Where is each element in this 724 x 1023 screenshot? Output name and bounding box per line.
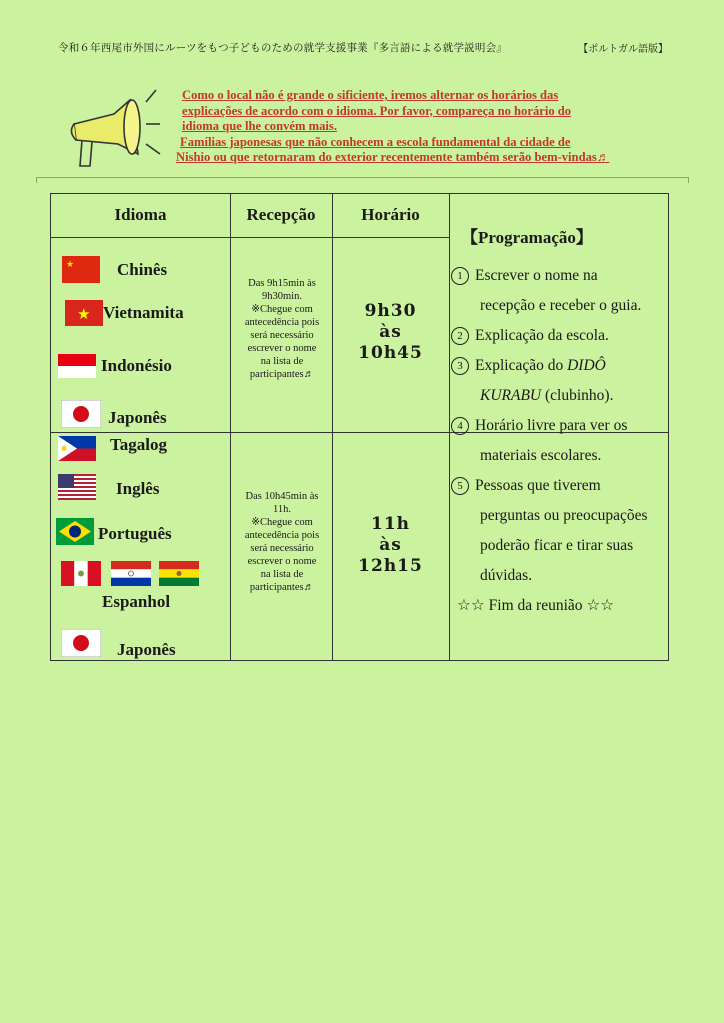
program-text: DIDÔ <box>567 357 606 374</box>
program-text: KURABU <box>480 387 542 404</box>
flag-vietnam-icon <box>65 300 103 326</box>
column-header-reception: Recepção <box>246 205 316 224</box>
reception-line: escrever o nome <box>247 556 317 567</box>
language-label: Indonésio <box>101 356 172 375</box>
reception-line: ※Chegue com <box>251 304 313 315</box>
reception-line: 11h. <box>273 504 291 515</box>
flag-japan-icon <box>61 629 101 657</box>
divider <box>36 177 37 183</box>
language-version-label: 【ポルトガル語版】 <box>578 44 668 55</box>
svg-text:★: ★ <box>66 260 75 270</box>
reception-line: na lista de <box>260 569 304 580</box>
number-badge: 4 <box>451 417 469 435</box>
program-text: perguntas ou preocupações <box>480 507 648 524</box>
reception-line: ※Chegue com <box>251 517 313 528</box>
language-label: Vietnamita <box>103 303 184 322</box>
time-line: 9h30 <box>364 301 417 321</box>
flag-paraguay-icon <box>111 561 151 586</box>
program-text: poderão ficar e tirar suas <box>480 537 634 554</box>
reception-line: será necessário <box>250 543 314 554</box>
notice-line: explicações de acordo com o idioma. Por favor, compareça no horário do <box>182 103 572 118</box>
reception-line: Das 10h45min às <box>245 491 319 502</box>
program-text: materiais escolares. <box>480 447 602 464</box>
notice-line: Famílias japonesas que não conhecem a escola fundamental da cidade de <box>180 134 571 149</box>
program-text: dúvidas. <box>480 567 533 584</box>
program-text: Horário livre para ver os <box>475 417 628 434</box>
divider <box>36 177 688 178</box>
table-divider <box>449 194 450 660</box>
reception-line: antecedência pois <box>244 317 320 328</box>
time-line: às <box>379 535 402 555</box>
table-divider <box>230 194 231 660</box>
reception-line: na lista de <box>260 356 304 367</box>
number-badge: 1 <box>451 267 469 285</box>
divider <box>688 177 689 183</box>
reception-info <box>232 277 332 381</box>
language-label: Português <box>98 524 172 543</box>
language-label: Tagalog <box>110 435 168 454</box>
language-label: Chinês <box>117 260 168 279</box>
program-item <box>451 321 661 351</box>
program-text: Escrever o nome na <box>475 267 598 284</box>
notice-line: Como o local não é grande o sificiente, iremos alternar os horários das <box>182 88 559 102</box>
reception-line: escrever o nome <box>247 343 317 354</box>
time-line: às <box>379 322 402 342</box>
flag-peru-icon <box>61 561 101 586</box>
program-text <box>451 381 661 411</box>
column-header-language: Idioma <box>114 205 167 224</box>
column-header-time: Horário <box>361 205 420 224</box>
program-text: Explicação do <box>475 357 568 374</box>
program-item <box>451 471 661 591</box>
number-badge: 2 <box>451 327 469 345</box>
notice-line: idioma que lhe convém mais. <box>182 119 337 133</box>
time-line: 10h45 <box>358 343 423 363</box>
flag-japan-icon <box>61 400 101 428</box>
megaphone-icon <box>60 84 170 174</box>
time-slot <box>332 514 449 577</box>
program-title: 【Programação】 <box>461 228 593 247</box>
reception-info <box>232 490 332 594</box>
program-item <box>451 261 661 321</box>
table-divider <box>51 237 449 238</box>
program-text: Explicação da escola. <box>475 327 609 344</box>
time-slot <box>332 301 449 364</box>
time-line: 11h <box>370 514 411 534</box>
reception-line: 9h30min. <box>262 291 302 302</box>
flag-indonesia-icon <box>58 354 96 378</box>
program-item <box>451 351 661 411</box>
program-text: Pessoas que tiverem <box>475 477 601 494</box>
reception-line: antecedência pois <box>244 530 320 541</box>
document-title: 令和６年西尾市外国にルーツをもつ子どものための就学支援事業『多言語による就学説明会』 <box>58 42 507 54</box>
language-label: Inglês <box>116 479 160 498</box>
flag-china-icon <box>62 256 100 283</box>
reception-line: participantes♬ <box>249 582 315 593</box>
program-text: (clubinho). <box>541 387 614 404</box>
number-badge: 3 <box>451 357 469 375</box>
notice-text <box>176 88 676 166</box>
reception-line: será necessário <box>250 330 314 341</box>
language-label: Japonês <box>108 408 167 427</box>
program-end: ☆☆ Fim da reunião ☆☆ <box>457 597 615 614</box>
flag-philippines-icon <box>58 436 96 461</box>
language-label: Japonês <box>117 640 176 659</box>
program-list <box>451 261 661 621</box>
program-text: recepção e receber o guia. <box>480 297 642 314</box>
flag-bolivia-icon <box>159 561 199 586</box>
flag-brazil-icon <box>56 518 94 545</box>
program-item <box>451 411 661 471</box>
language-label: Espanhol <box>102 592 171 611</box>
schedule-table <box>50 193 669 661</box>
svg-text:★: ★ <box>77 305 91 323</box>
reception-line: Das 9h15min às <box>248 278 316 289</box>
time-line: 12h15 <box>358 556 423 576</box>
flag-usa-icon <box>58 474 96 500</box>
number-badge: 5 <box>451 477 469 495</box>
table-divider <box>332 194 333 660</box>
reception-line: participantes♬ <box>249 369 315 380</box>
notice-line: Nishio ou que retornaram do exterior recentemente também serão bem-vindas♬ <box>176 150 610 164</box>
